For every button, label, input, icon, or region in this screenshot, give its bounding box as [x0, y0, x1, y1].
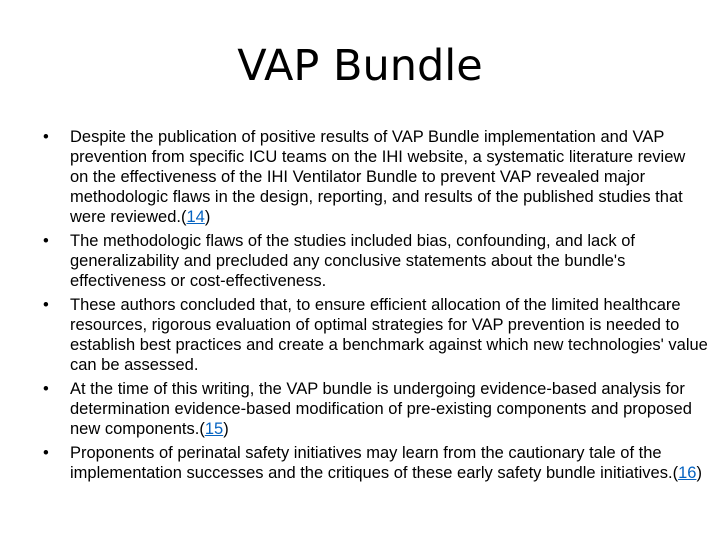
bullet-item	[43, 231, 710, 291]
bullet-item	[43, 295, 710, 375]
slide-title: VAP Bundle	[237, 41, 483, 91]
citation-link[interactable]: 15	[204, 420, 224, 438]
bullet-marker: •	[43, 128, 49, 146]
bullet-list	[43, 127, 710, 487]
bullet-item	[43, 127, 710, 227]
bullet-marker: •	[43, 380, 49, 398]
bullet-marker: •	[43, 444, 49, 462]
bullet-marker: •	[43, 296, 49, 314]
bullet-item	[43, 379, 710, 439]
citation-link[interactable]: 16	[678, 464, 697, 482]
bullet-text: At the time of this writing, the VAP bundle is undergoing evidence-based analysis for determination evidence-based modification of pre-existing components and proposed new components.(	[70, 380, 692, 438]
bullet-marker: •	[43, 232, 49, 250]
citation-close: )	[696, 464, 702, 482]
citation-close: )	[223, 420, 229, 438]
bullet-item	[43, 443, 710, 483]
bullet-text: Proponents of perinatal safety initiatives may learn from the cautionary tale of the implementation successes and the critiques of these early safety bundle initiatives.(	[70, 444, 679, 482]
bullet-text: The methodologic flaws of the studies included bias, confounding, and lack of generalizability and precluded any conclusive statements about the bundle's effectiveness or cost-effectiveness.	[70, 232, 636, 290]
bullet-text: These authors concluded that, to ensure efficient allocation of the limited healthcare resources, rigorous evaluation of optimal strategies for VAP prevention is needed to establish best practices and create a benchmark against which new technologies' value can be assessed.	[70, 296, 708, 374]
citation-link[interactable]: 14	[186, 208, 205, 226]
citation-close: )	[204, 208, 211, 226]
bullet-text: Despite the publication of positive results of VAP Bundle implementation and VAP prevention from specific ICU teams on the IHI website, a systematic literature review on the effectiveness of the IHI Ventilator Bundle to prevent VAP revealed major methodologic flaws in the design, reporting, and results of the published studies that were reviewed.(	[70, 128, 686, 226]
